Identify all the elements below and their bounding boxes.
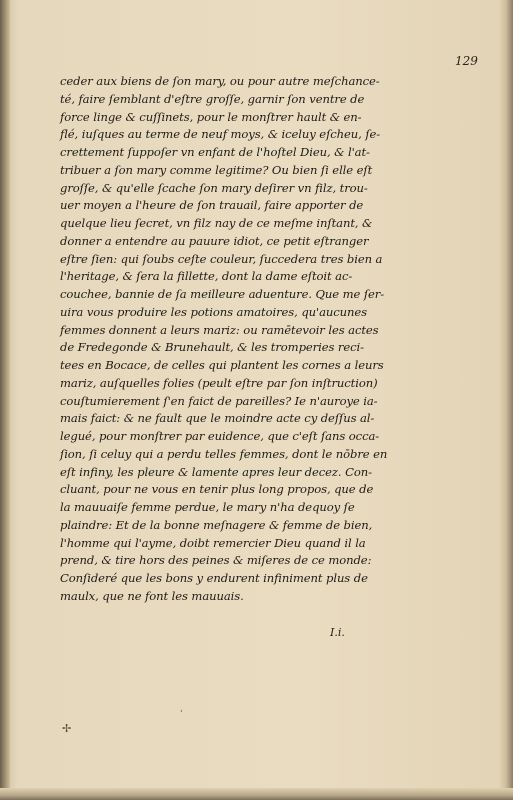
body-text	[60, 73, 455, 606]
ink-spot: ✢	[62, 722, 72, 735]
text-line: ceder aux biens de ſon mary, ou pour autre meſchance-	[60, 74, 380, 88]
text-line: force linge & cuſſinets, pour le monſtrer hault & en-	[60, 109, 362, 124]
text-line: ſion, ſi celuy qui a perdu telles femmes, dont le nōbre en	[60, 446, 388, 461]
page-number: 129	[455, 54, 478, 68]
text-line: groſſe, & qu'elle ſcache ſon mary deſirer vn filz, trou-	[60, 180, 368, 195]
text-line: cluant, pour ne vous en tenir plus long propos, que de	[60, 482, 374, 497]
page-gutter-shadow	[0, 0, 10, 800]
text-line: mais faict: & ne fault que le moindre acte cy deſſus al-	[60, 411, 375, 426]
text-line: tees en Bocace, de celles qui plantent les cornes a leurs	[60, 358, 384, 372]
text-line: couchee, bannie de ſa meilleure aduenture. Que me ſer-	[60, 287, 385, 301]
text-line: uer moyen a l'heure de ſon trauail, faire apporter de	[60, 198, 364, 213]
text-line: eſt infiny, les pleure & lamente apres leur decez. Con-	[60, 464, 372, 479]
text-line: uira vous produire les potions amatoires, qu'aucunes	[60, 304, 368, 319]
text-line: prend, & tire hors des peines & miſeres de ce monde:	[60, 553, 372, 568]
text-line: flé, iuſques au terme de neuf moys, & iceluy eſcheu, ſe-	[60, 127, 381, 142]
text-line: maulx, que ne font les mauuais.	[60, 588, 244, 603]
text-line: l'homme qui l'ayme, doibt remercier Dieu quand il la	[60, 535, 366, 550]
text-line: eſtre ſien: qui ſoubs ceſte couleur, ſuccedera tres bien a	[60, 251, 383, 266]
text-line: couſtumierement ſ'en faict de pareilles? Ie n'auroye ia-	[60, 393, 378, 408]
text-line: legué, pour monſtrer par euidence, que c'eſt ſans occa-	[60, 429, 380, 443]
text-line: tribuer a ſon mary comme legitime? Ou bien ſi elle eſt	[60, 162, 373, 177]
text-line: donner a entendre au pauure idiot, ce petit eſtranger	[60, 233, 369, 248]
text-line: Conſideré que les bons y endurent infiniment plus de	[60, 571, 368, 585]
text-line: plaindre: Et de la bonne meſnagere & femme de bien,	[60, 517, 373, 532]
text-line: la mauuaiſe femme perdue, le mary n'ha dequoy ſe	[60, 500, 355, 514]
ink-spot: ˌ	[180, 704, 183, 714]
text-line: mariz, auſquelles folies (peult eſtre par ſon inſtruction)	[60, 375, 378, 390]
text-line: l'heritage, & ſera la fillette, dont la dame eſtoit ac-	[60, 269, 353, 284]
text-line: té, faire ſemblant d'eſtre groſſe, garnir ſon ventre de	[60, 91, 365, 106]
page-edge-bottom	[0, 788, 513, 800]
text-line: crettement ſuppoſer vn enfant de l'hoſtel Dieu, & l'at-	[60, 145, 370, 159]
text-line: quelque lieu ſecret, vn filz nay de ce meſme inſtant, &	[60, 216, 373, 230]
signature-mark: I.i.	[330, 626, 345, 639]
page-edge-right	[499, 0, 513, 800]
text-line: femmes donnent a leurs mariz: ou ramētevoir les actes	[60, 322, 379, 337]
text-line: de Fredegonde & Brunehault, & les tromperies reci-	[60, 340, 364, 355]
